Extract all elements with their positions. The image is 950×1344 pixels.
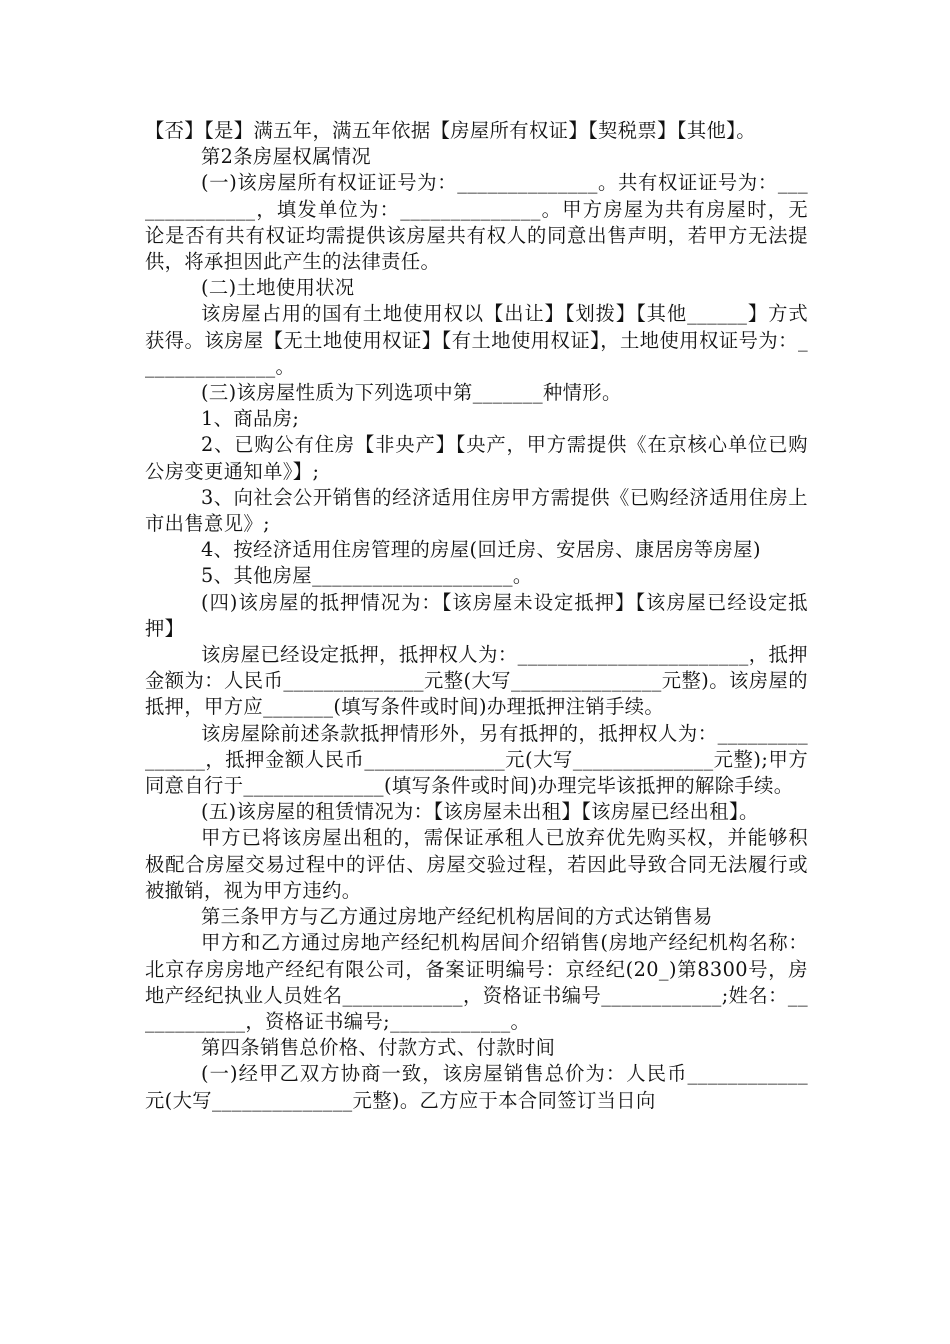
paragraph-total-price: (一)经甲乙双方协商一致，该房屋销售总价为：人民币____________元(大写______________元整)。乙方应于本合同签订当日向 [145, 1062, 808, 1112]
list-item-1: 1、商品房; [201, 407, 300, 431]
paragraph-mortgage-status: (四)该房屋的抵押情况为：【该房屋未设定抵押】【该房屋已经设定抵押】 [145, 590, 808, 640]
paragraph-land-use: 该房屋占用的国有土地使用权以【出让】【划拨】【其他______】方式获得。该房屋【无土地使用权证】【有土地使用权证】，土地使用权证号为：______________。 [145, 302, 808, 378]
heading-land-use: (二)土地使用状况 [201, 276, 355, 300]
heading-article-2: 第2条房屋权属情况 [201, 145, 372, 169]
paragraph-lease-terms: 甲方已将该房屋出租的，需保证承租人已放弃优先购买权，并能够积极配合房屋交易过程中的评估、房屋交验过程，若因此导致合同无法履行或被撤销，视为甲方违约。 [145, 826, 808, 902]
paragraph-mortgage-details: 该房屋已经设定抵押，抵押权人为：_______________________，抵押金额为：人民币______________元整(大写_______________元整)。该房屋的抵押，甲方应_______(填写条件或时间)办理抵押注销手续。 [145, 643, 808, 719]
list-item-4: 4、按经济适用住房管理的房屋(回迁房、安居房、康居房等房屋) [201, 538, 761, 562]
heading-article-3: 第三条甲方与乙方通过房地产经纪机构居间的方式达销售易 [201, 905, 713, 929]
paragraph-other-mortgage: 该房屋除前述条款抵押情形外，另有抵押的，抵押权人为：_______________，抵押金额人民币______________元(大写______________元整);甲方同意自行于______________(填写条件或时间)办理完毕该抵押的解除手续。 [145, 721, 808, 798]
paragraph-broker-info: 甲方和乙方通过房地产经纪机构居间介绍销售(房地产经纪机构名称：北京存房房地产经纪有限公司，备案证明编号：京经纪(20_)第8300号，房地产经纪执业人员姓名____________，资格证书编号____________;姓名：____________，资格证书编号;____________。 [145, 931, 808, 1033]
paragraph-ownership-cert: (一)该房屋所有权证证号为：______________。共有权证证号为：______________，填发单位为：______________。甲方房屋为共有房屋时，无论是否有共有权证均需提供该房屋共有权人的同意出售声明，若甲方无法提供，将承担因此产生的法律责任。 [145, 171, 808, 274]
heading-article-4: 第四条销售总价格、付款方式、付款时间 [201, 1036, 556, 1060]
list-item-2: 2、已购公有住房【非央产】【央产，甲方需提供《在京核心单位已购公房变更通知单》】; [145, 433, 808, 483]
list-item-5: 5、其他房屋____________________。 [201, 564, 533, 588]
paragraph-lease-status: (五)该房屋的租赁情况为：【该房屋未出租】【该房屋已经出租】。 [201, 800, 759, 824]
paragraph-house-nature: (三)该房屋性质为下列选项中第_______种情形。 [201, 381, 622, 405]
document-page [145, 118, 808, 1114]
list-item-3: 3、向社会公开销售的经济适用住房甲方需提供《已购经济适用住房上市出售意见》; [145, 485, 808, 536]
paragraph-ownership-years: 【否】【是】满五年，满五年依据【房屋所有权证】【契税票】【其他】。 [145, 119, 756, 142]
